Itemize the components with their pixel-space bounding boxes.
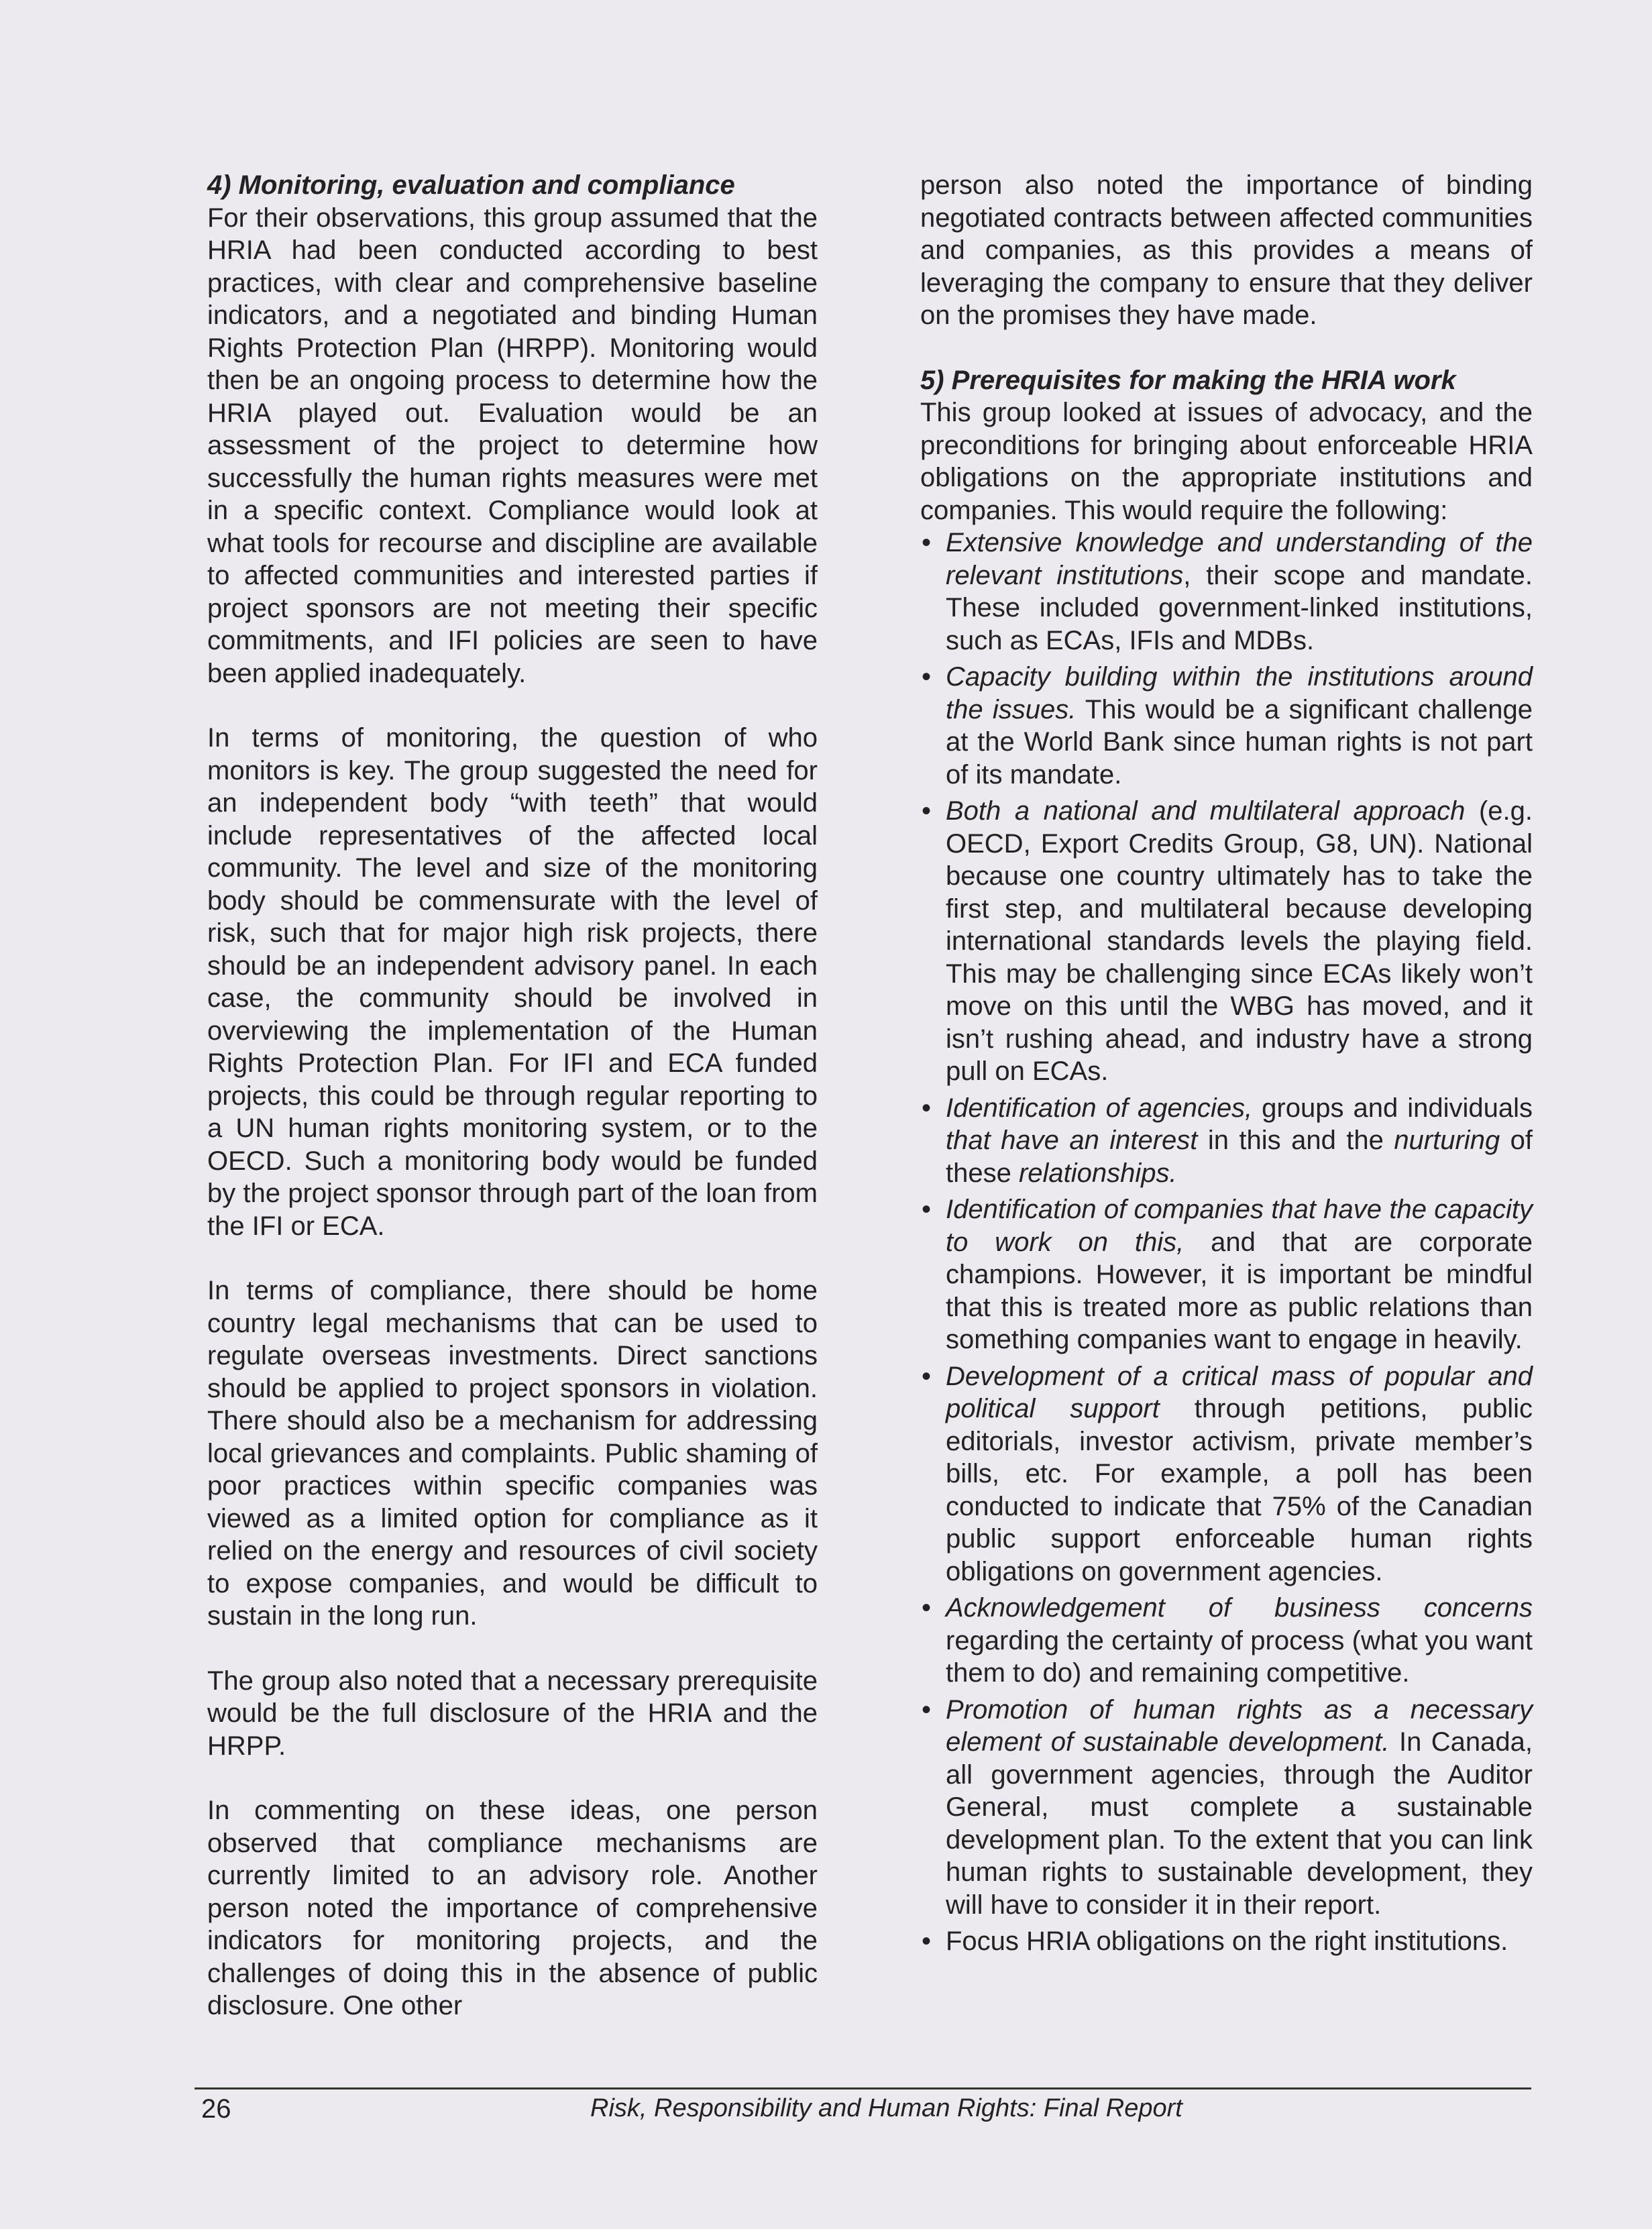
section-4-paragraph-1: For their observations, this group assumed that the HRIA had been conducted according to best practices, with clear and comprehensive baseline indicators, and a negotiated and binding Human Rights Protection Plan (HRPP). Monitoring would then be an ongoing process to determine how the HRIA played out. Evaluation would be an assessment of the project to determine how successfully the human rights measures were met in a specific context. Compliance would look at what tools for recourse and discipline are available to affected communities and interested parties if project sponsors are not meeting their specific commitments, and IFI policies are seen to have been applied inadequately. xyxy=(207,203,818,688)
section-4-heading: 4) Monitoring, evaluation and compliance xyxy=(207,170,735,200)
footer-rule xyxy=(195,2087,1531,2089)
section-4-paragraph-5-continued: person also noted the importance of binding negotiated contracts between affected communities and companies, as this provides a means of leveraging the company to ensure that they deliver on the promises they have made. xyxy=(920,170,1533,330)
section-4-paragraph-3: In terms of compliance, there should be home country legal mechanisms that can be used to regulate overseas investments. Direct sanctions should be applied to project sponsors in violation. There should also be a mechanism for addressing local grievances and complaints. Public shaming of poor practices within specific companies was viewed as a limited option for compliance as it relied on the energy and resources of civil society to expose companies, and would be difficult to sustain in the long run. xyxy=(207,1276,818,1631)
list-item: • Capacity building within the institutions around the issues. This would be a significant challenge at the World Bank since human rights is not part of its mandate. xyxy=(920,661,1533,791)
page-number: 26 xyxy=(201,2094,231,2124)
section-5-heading: 5) Prerequisites for making the HRIA work xyxy=(920,365,1456,395)
running-title: Risk, Responsibility and Human Rights: Final Report xyxy=(590,2094,1182,2122)
section-4-paragraph-5-start: In commenting on these ideas, one person observed that compliance mechanisms are currently limited to an advisory role. Another person noted the importance of comprehensive indicators for monitoring projects, and the challenges of doing this in the absence of public disclosure. One other xyxy=(207,1796,818,2020)
list-item: • Acknowledgement of business concerns regarding the certainty of process (what you want them to do) and remaining competitive. xyxy=(920,1592,1533,1690)
prerequisites-list xyxy=(920,527,1533,1958)
section-4-paragraph-4: The group also noted that a necessary prerequisite would be the full disclosure of the HRIA and the HRPP. xyxy=(207,1666,818,1761)
list-item: • Identification of agencies, groups and individuals that have an interest in this and the nurturing of these relationships. xyxy=(920,1092,1533,1190)
left-column xyxy=(207,169,818,2055)
right-column xyxy=(920,169,1533,1962)
list-item: • Extensive knowledge and understanding of the relevant institutions, their scope and mandate. These included government-linked institutions, such as ECAs, IFIs and MDBs. xyxy=(920,527,1533,657)
section-4-paragraph-2: In terms of monitoring, the question of who monitors is key. The group suggested the need for an independent body “with teeth” that would include representatives of the affected local community. The level and size of the monitoring body should be commensurate with the level of risk, such that for major high risk projects, there should be an independent advisory panel. In each case, the community should be involved in overviewing the implementation of the Human Rights Protection Plan. For IFI and ECA funded projects, this could be through regular reporting to a UN human rights monitoring system, or to the OECD. Such a monitoring body would be funded by the project sponsor through part of the loan from the IFI or ECA. xyxy=(207,723,818,1241)
list-item: • Focus HRIA obligations on the right institutions. xyxy=(920,1925,1533,1958)
list-item: • Promotion of human rights as a necessary element of sustainable development. In Canada, all government agencies, through the Auditor General, must complete a sustainable development plan. To the extent that you can link human rights to sustainable development, they will have to consider it in their report. xyxy=(920,1694,1533,1922)
list-item: • Development of a critical mass of popular and political support through petitions, public editorials, investor activism, private member’s bills, etc. For example, a poll has been conducted to indicate that 75% of the Canadian public support enforceable human rights obligations on government agencies. xyxy=(920,1360,1533,1588)
list-item: • Identification of companies that have the capacity to work on this, and that are corporate champions. However, it is important be mindful that this is treated more as public relations than something companies want to engage in heavily. xyxy=(920,1193,1533,1356)
list-item: • Both a national and multilateral approach (e.g. OECD, Export Credits Group, G8, UN). National because one country ultimately has to take the first step, and multilateral because developing international standards levels the playing field. This may be challenging since ECAs likely won’t move on this until the WBG has moved, and it isn’t rushing ahead, and industry have a strong pull on ECAs. xyxy=(920,795,1533,1088)
section-5-intro: This group looked at issues of advocacy, and the preconditions for bringing about enforceable HRIA obligations on the appropriate institutions and companies. This would require the following: xyxy=(920,398,1533,525)
